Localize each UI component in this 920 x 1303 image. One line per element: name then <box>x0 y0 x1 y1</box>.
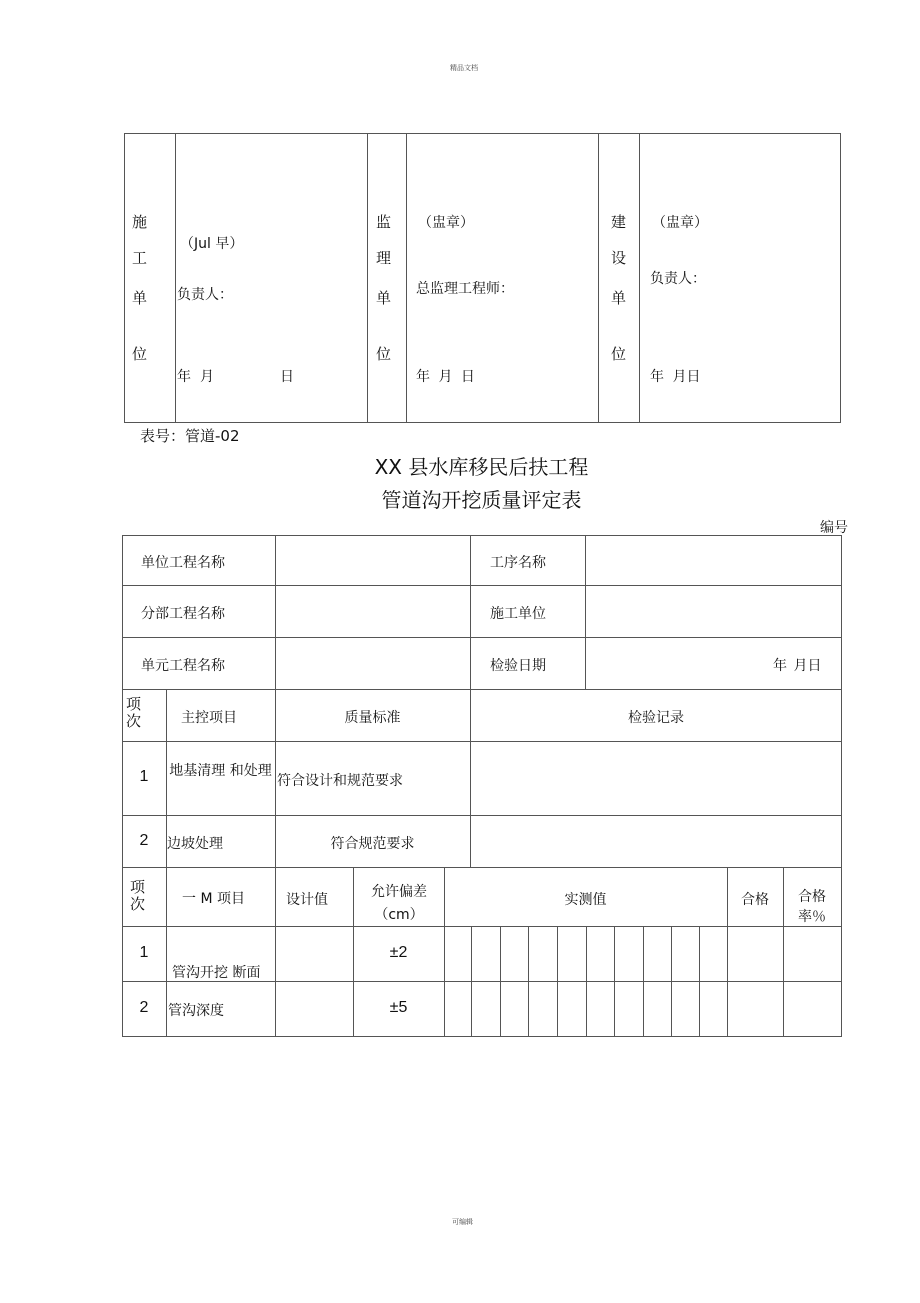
general-row-tolerance: ±5 <box>389 999 408 1016</box>
inspection-date-value[interactable]: 年 月日 <box>773 658 822 674</box>
label-char: 单 <box>132 289 148 307</box>
row-divider <box>122 637 842 638</box>
col-divider <box>166 689 167 1037</box>
general-row-tolerance: ±2 <box>389 944 408 961</box>
inspection-date-label: 检验日期 <box>490 658 546 674</box>
label-char: 单 <box>376 289 392 307</box>
construction-date-month: 月 <box>200 369 214 385</box>
cell-divider <box>586 926 587 1037</box>
construction-date-year: 年 <box>177 369 191 385</box>
serial-label: 编号 <box>820 520 848 536</box>
main-row-standard: 符合规范要求 <box>330 836 415 852</box>
construction-unit-label: 施工单位 <box>490 606 546 622</box>
row-divider <box>122 815 842 816</box>
label-char: 工 <box>132 249 148 267</box>
tolerance-header: 允许偏差 （cm） <box>371 884 427 923</box>
col-divider <box>470 535 471 689</box>
header-note: 精品文档 <box>450 64 478 72</box>
supervision-responsible: 总监理工程师： <box>416 281 514 297</box>
owner-responsible: 负责人： <box>650 271 706 287</box>
cell-divider <box>643 926 644 1037</box>
label-char: 设 <box>611 249 627 267</box>
general-row-item: 管沟开挖 断面 <box>172 965 261 981</box>
pass-header: 合格 <box>741 892 769 908</box>
divider <box>175 133 176 423</box>
item-no-header: 项次 <box>130 878 146 913</box>
main-row-item: 地基清理 和处理 <box>169 763 272 779</box>
owner-date: 年 月日 <box>650 369 701 385</box>
cell-divider <box>528 926 529 1037</box>
row-divider <box>122 926 842 927</box>
general-item-header: 一 M 项目 <box>182 891 245 907</box>
cell-divider <box>671 926 672 1037</box>
construction-date-day: 日 <box>280 369 294 385</box>
quality-standard-header: 质量标准 <box>344 710 401 726</box>
form-number: 表号：管道-02 <box>140 427 240 445</box>
supervision-seal: （盅章） <box>418 215 474 231</box>
label-char: 位 <box>611 345 627 363</box>
divider <box>639 133 640 423</box>
main-control-header: 主控项目 <box>181 710 237 726</box>
division-project-name-label: 分部工程名称 <box>141 606 225 622</box>
row-divider <box>122 867 842 868</box>
measured-value-header: 实测值 <box>564 892 607 908</box>
pass-rate-header: 合格率％ <box>798 889 826 925</box>
row-divider <box>122 689 842 690</box>
inspection-record-header: 检验记录 <box>628 710 684 726</box>
col-divider <box>275 867 276 1037</box>
supervision-date: 年 月 日 <box>416 369 475 385</box>
process-name-label: 工序名称 <box>490 555 546 571</box>
form-title-line2: 管道沟开挖质量评定表 <box>381 488 582 512</box>
element-project-name-label: 单元工程名称 <box>141 658 225 674</box>
label-char: 建 <box>611 213 627 231</box>
general-row-no: 1 <box>139 944 149 961</box>
divider <box>406 133 407 423</box>
cell-divider <box>557 926 558 1037</box>
unit-project-name-label: 单位工程名称 <box>141 555 225 571</box>
divider <box>367 133 368 423</box>
form-title-line1: XX 县水库移民后扶工程 <box>374 455 589 479</box>
cell-divider <box>471 926 472 1037</box>
label-char: 施 <box>132 213 148 231</box>
label-char: 位 <box>376 345 392 363</box>
cell-divider <box>699 926 700 1037</box>
col-divider <box>585 535 586 689</box>
design-value-header: 设计值 <box>286 892 328 908</box>
main-row-standard: 符合设计和规范要求 <box>277 773 403 789</box>
main-row-no: 1 <box>139 768 149 785</box>
footer-note: 可编辑 <box>452 1218 473 1226</box>
label-char: 单 <box>611 289 627 307</box>
owner-seal: （盅章） <box>652 215 708 231</box>
row-divider <box>122 741 842 742</box>
general-row-item: 管沟深度 <box>168 1003 224 1019</box>
cell-divider <box>614 926 615 1037</box>
col-divider <box>275 535 276 689</box>
construction-responsible: 负责人： <box>177 287 233 303</box>
main-row-item: 边坡处理 <box>167 836 223 852</box>
general-row-no: 2 <box>139 999 149 1016</box>
cell-divider <box>500 926 501 1037</box>
main-row-no: 2 <box>139 832 149 849</box>
label-char: 理 <box>376 249 392 267</box>
item-no-header: 项次 <box>126 695 142 730</box>
label-char: 位 <box>132 345 148 363</box>
label-char: 监 <box>376 213 392 231</box>
col-divider <box>783 867 784 1037</box>
row-divider <box>122 585 842 586</box>
divider <box>598 133 599 423</box>
construction-seal: （Jul 早） <box>180 236 244 252</box>
